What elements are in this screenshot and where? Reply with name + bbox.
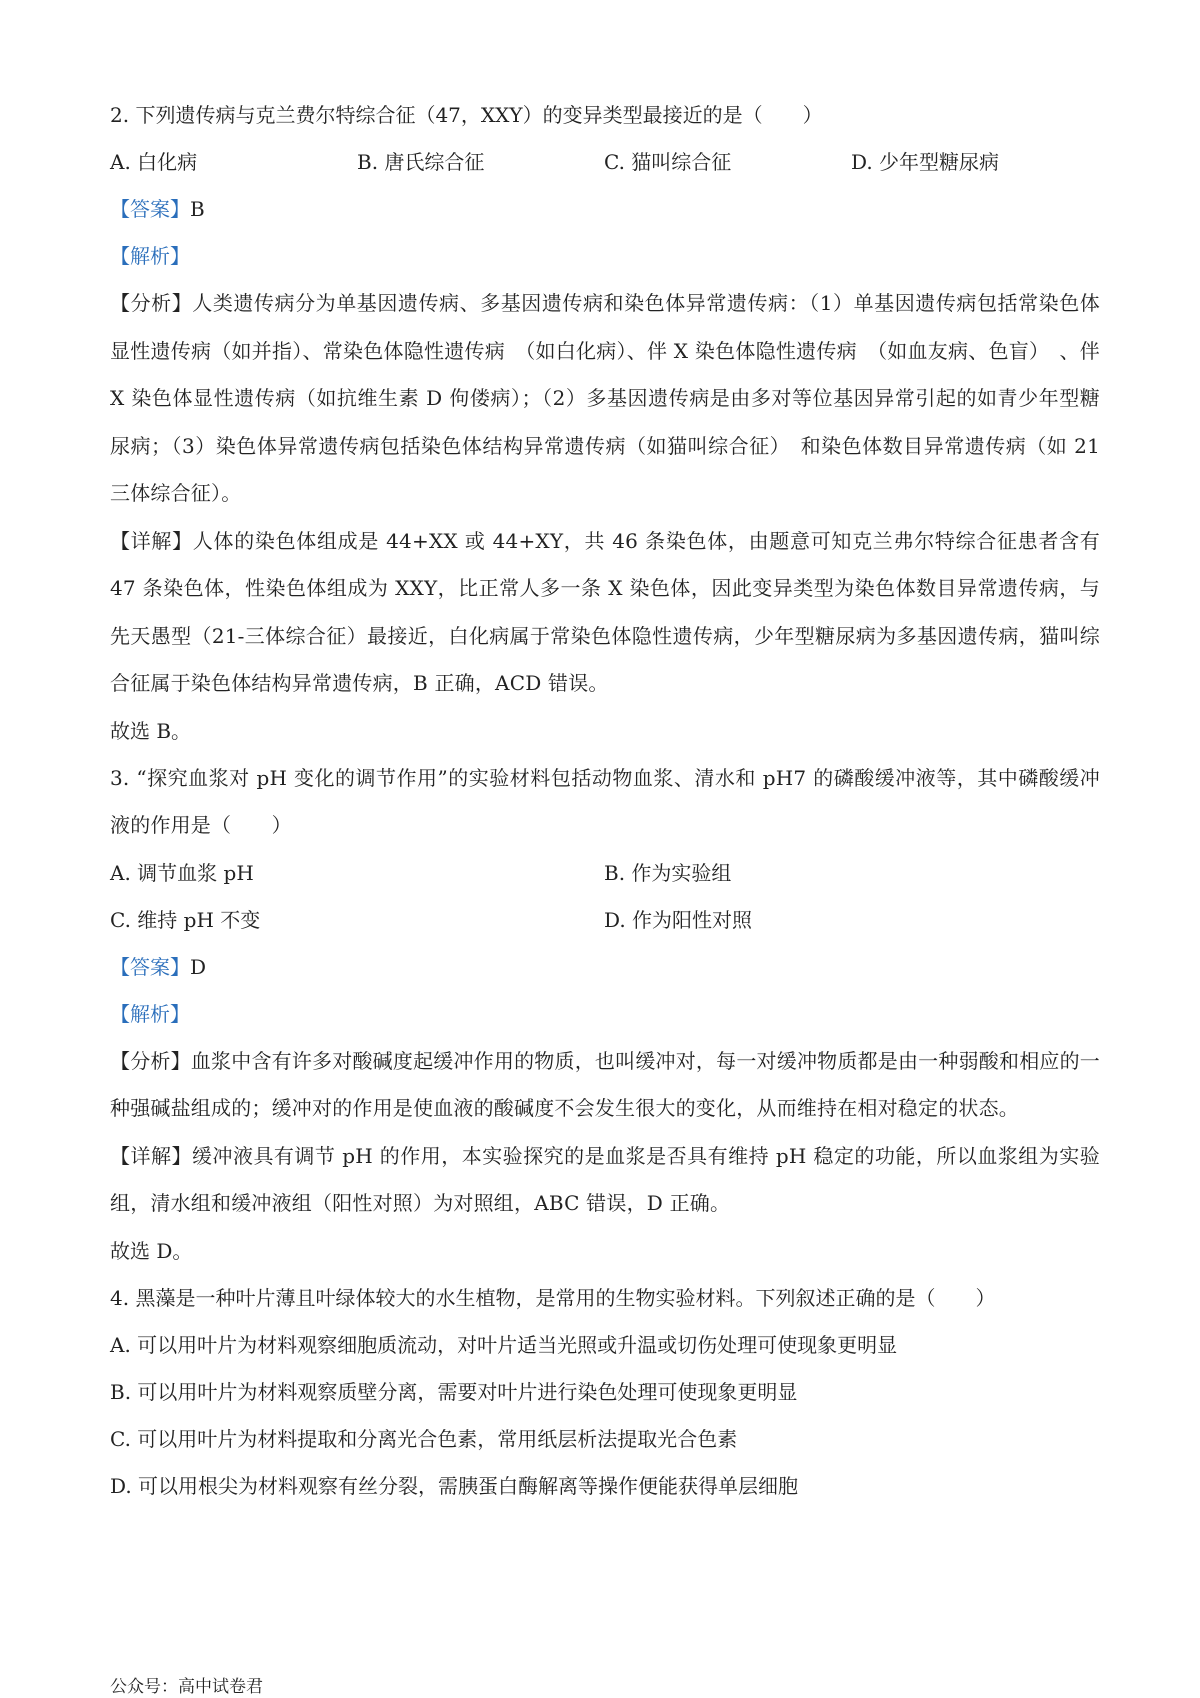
question-2-xiangjie xyxy=(110,518,1100,708)
question-4-option-a: A. 可以用叶片为材料观察细胞质流动，对叶片适当光照或升温或切伤处理可使现象更明显 xyxy=(110,1332,898,1357)
footer-source: 公众号：高中试卷君 xyxy=(110,1677,263,1697)
question-3-fenxi xyxy=(110,1038,1100,1133)
fenxi-text: 人类遗传病分为单基因遗传病、多基因遗传病和染色体异常遗传病：（1）单基因遗传病包括常染色体显性遗传病（如并指）、常染色体隐性遗传病 （如白化病）、伴 X 染色体隐性遗传病 （如血友病、色盲） 、伴 X 染色体显性遗传病（如抗维生素 D 佝偻病）；（2）多基因遗传病是由多对等位基因异常引起的如青少年型糖尿病；（3）染色体异常遗传病包括染色体结构异常遗传病（如猫叫综合征） 和染色体数目异常遗传病（如 21 三体综合征）。 xyxy=(110,291,1100,505)
question-4-option-c: C. 可以用叶片为材料提取和分离光合色素，常用纸层析法提取光合色素 xyxy=(110,1426,738,1451)
question-3-options-row-1 xyxy=(110,850,1100,897)
question-2-answer xyxy=(110,186,1100,233)
question-2-options xyxy=(110,139,1100,186)
xiangjie-text: 缓冲液具有调节 pH 的作用，本实验探究的是血浆是否具有维持 pH 稳定的功能，所以血浆组为实验组，清水组和缓冲液组（阳性对照）为对照组，ABC 错误，D 正确。 xyxy=(110,1143,1100,1215)
answer-label: 【答案】 xyxy=(110,197,190,221)
fenxi-label: 【分析】 xyxy=(110,291,193,315)
answer-value: D xyxy=(190,954,207,979)
question-2-option-d: D. 少年型糖尿病 xyxy=(851,150,1000,174)
question-2-option-c: C. 猫叫综合征 xyxy=(604,150,732,174)
question-2-analysis-heading xyxy=(110,233,1100,280)
document-page xyxy=(110,92,1100,1510)
analysis-label: 【解析】 xyxy=(110,244,190,268)
question-3-option-b: B. 作为实验组 xyxy=(604,860,732,885)
question-4-stem: 4. 黑藻是一种叶片薄且叶绿体较大的水生植物，是常用的生物实验材料。下列叙述正确的是（ ） xyxy=(110,1285,996,1310)
question-2-fenxi xyxy=(110,280,1100,518)
xiangjie-label: 【详解】 xyxy=(110,1143,192,1168)
question-3-option-c: C. 维持 pH 不变 xyxy=(110,907,261,932)
question-3-option-d: D. 作为阳性对照 xyxy=(604,907,753,932)
question-3-options-row-2 xyxy=(110,897,1100,944)
fenxi-label: 【分析】 xyxy=(110,1048,191,1073)
question-3-answer xyxy=(110,944,1100,991)
question-2-option-a: A. 白化病 xyxy=(110,150,198,174)
question-4-option-d: D. 可以用根尖为材料观察有丝分裂，需胰蛋白酶解离等操作便能获得单层细胞 xyxy=(110,1473,799,1498)
answer-value: B xyxy=(190,197,205,221)
question-3-stem: 3. “探究血浆对 pH 变化的调节作用”的实验材料包括动物血浆、清水和 pH7 的磷酸缓冲液等，其中磷酸缓冲液的作用是（ ） xyxy=(110,765,1100,837)
question-2-stem: 2. 下列遗传病与克兰费尔特综合征（47，XXY）的变异类型最接近的是（ ） xyxy=(110,103,823,127)
xiangjie-text: 人体的染色体组成是 44+XX 或 44+XY，共 46 条染色体，由题意可知克兰弗尔特综合征患者含有 47 条染色体，性染色体组成为 XXY，比正常人多一条 X 染色体，因此变异类型为染色体数目异常遗传病，与先天愚型（21-三体综合征）最接近，白化病属于常染色体隐性遗传病，少年型糖尿病为多基因遗传病，猫叫综合征属于染色体结构异常遗传病，B 正确，ACD 错误。 xyxy=(110,528,1100,695)
fenxi-text: 血浆中含有许多对酸碱度起缓冲作用的物质，也叫缓冲对，每一对缓冲物质都是由一种弱酸和相应的一种强碱盐组成的；缓冲对的作用是使血液的酸碱度不会发生很大的变化，从而维持在相对稳定的状态。 xyxy=(110,1048,1100,1120)
question-3-xiangjie xyxy=(110,1133,1100,1228)
question-3-option-a: A. 调节血浆 pH xyxy=(110,860,254,885)
question-2-option-b: B. 唐氏综合征 xyxy=(357,150,485,174)
question-2-conclusion: 故选 B。 xyxy=(110,718,192,743)
question-3-analysis-heading xyxy=(110,991,1100,1038)
analysis-label: 【解析】 xyxy=(110,1001,190,1026)
xiangjie-label: 【详解】 xyxy=(110,528,193,553)
question-4-option-b: B. 可以用叶片为材料观察质壁分离，需要对叶片进行染色处理可使现象更明显 xyxy=(110,1379,798,1404)
answer-label: 【答案】 xyxy=(110,954,190,979)
question-3-conclusion: 故选 D。 xyxy=(110,1238,193,1263)
